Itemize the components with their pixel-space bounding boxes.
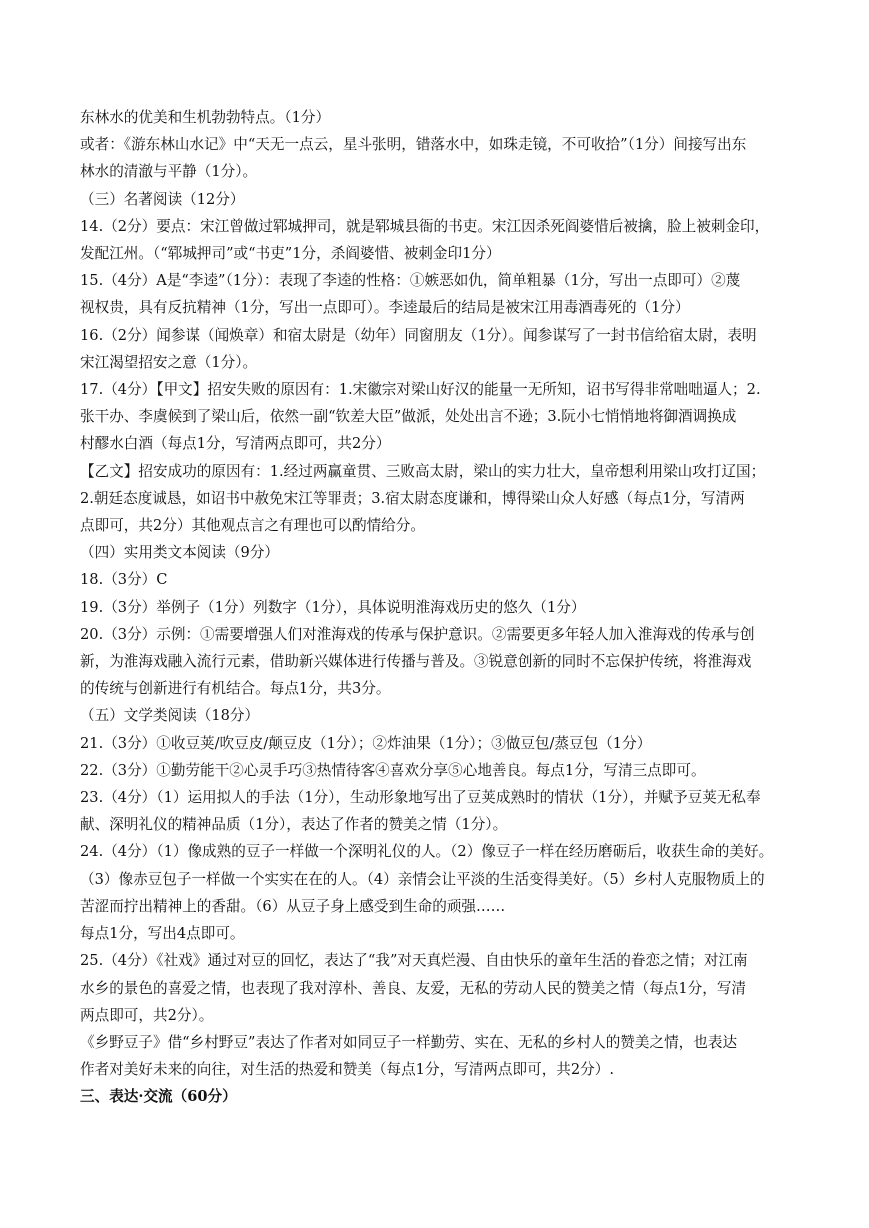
text-line: 宋江渴望招安之意（1分）。 [80,353,258,371]
question-23-answer: 23.（4分）（1）运用拟人的手法（1分），生动形象地写出了豆荚成熟时的情状（1分），并赋予豆荚无私奉 [80,789,761,807]
question-22-answer: 22.（3分）①勤劳能干②心灵手巧③热情待客④喜欢分享⑤心地善良。每点1分，写清三点即可。 [80,761,706,779]
text-line: （3）像赤豆包子一样做一个实实在在的人。（4）亲情会让平淡的生活变得美好。（5）乡村人克服物质上的 [80,870,765,888]
question-17-answer: 17.（4分）【甲文】招安失败的原因有：1.宋徽宗对梁山好汉的能量一无所知，诏书写得非常咄咄逼人；2. [80,381,761,399]
section-heading: （三）名著阅读（12分） [80,190,245,208]
text-line: 或者：《游东林山水记》中“天无一点云，星斗张明，错落水中，如珠走镜，不可收拾”（1分）间接写出东 [80,136,747,154]
text-line: 发配江州。（“郓城押司”或“书吏”1分，杀阎婆惜、被刺金印1分） [80,245,501,263]
question-16-answer: 16.（2分）闻参谋（闻焕章）和宿太尉是（幼年）同窗朋友（1分）。闻参谋写了一封书信给宿太尉，表明 [80,326,757,344]
text-line: 点即可，共2分）其他观点言之有理也可以酌情给分。 [80,517,425,535]
text-line: 视权贵，具有反抗精神（1分，写出一点即可）。李逵最后的结局是被宋江用毒酒毒死的（1分） [80,299,690,317]
text-line: 两点即可，共2分）。 [80,1006,214,1024]
section-heading: （五）文学类阅读（18分） [80,707,260,725]
text-line: 献、深明礼仪的精神品质（1分），表达了作者的赞美之情（1分）。 [80,816,508,834]
text-line: 【乙文】招安成功的原因有：1.经过两赢童贯、三败高太尉，梁山的实力壮大，皇帝想利用梁山攻打辽国； [80,462,766,480]
text-line: 村醪水白酒（每点1分，写清两点即可，共2分） [80,435,391,453]
question-19-answer: 19.（3分）举例子（1分）列数字（1分），具体说明淮海戏历史的悠久（1分） [80,598,586,616]
text-line: 每点1分，写出4点即可。 [80,925,245,943]
text-line: 东林水的优美和生机勃勃特点。（1分） [80,109,331,126]
text-line: 水乡的景色的喜爱之情，也表现了我对淳朴、善良、友爱，无私的劳动人民的赞美之情（每点1分，写清 [80,979,747,997]
section-heading: （四）实用类文本阅读（9分） [80,544,280,562]
question-15-answer: 15.（4分）A是“李逵”（1分）：表现了李逵的性格：①嫉恶如仇，简单粗暴（1分，写出一点即可）②蔑 [80,272,741,290]
text-line: 2.朝廷态度诚恳，如诏书中赦免宋江等罪责；3.宿太尉态度谦和，博得梁山众人好感（每点1分，写清两 [80,489,745,507]
question-18-answer: 18.（3分）C [80,571,168,589]
answer-text-body [80,104,792,1111]
question-14-answer: 14.（2分）要点：宋江曾做过郓城押司，就是郓城县衙的书吏。宋江因杀死阎婆惜后被擒，脸上被刺金印， [80,217,770,235]
question-20-answer: 20.（3分）示例：①需要增强人们对淮海戏的传承与保护意识。②需要更多年轻人加入淮海戏的传承与创 [80,625,755,643]
text-line: 新，为淮海戏融入流行元素，借助新兴媒体进行传播与普及。③锐意创新的同时不忘保护传统，将淮海戏 [80,653,752,671]
question-21-answer: 21.（3分）①收豆荚/吹豆皮/颠豆皮（1分）；②炸油果（1分）；③做豆包/蒸豆包（1分） [80,734,652,752]
text-line: 林水的清澈与平静（1分）。 [80,163,258,181]
question-25-answer: 25.（4分）《社戏》通过对豆的回忆，表达了“我”对天真烂漫、自由快乐的童年生活的眷恋之情；对江南 [80,952,748,970]
text-line: 的传统与创新进行有机结合。每点1分，共3分。 [80,680,391,698]
question-24-answer: 24.（4分）（1）像成熟的豆子一样做一个深明礼仪的人。（2）像豆子一样在经历磨砺后，收获生命的美好。 [80,843,774,861]
part-three-heading: 三、表达·交流（60分） [80,1088,237,1106]
text-line: 《乡野豆子》借“乡村野豆”表达了作者对如同豆子一样勤劳、实在、无私的乡村人的赞美之情，也表达 [80,1033,738,1051]
text-line: 苦涩而拧出精神上的香甜。（6）从豆子身上感受到生命的顽强…… [80,897,506,915]
text-line: 作者对美好未来的向往，对生活的热爱和赞美（每点1分，写清两点即可，共2分）. [80,1061,614,1079]
text-line: 张干办、李虞候到了梁山后，依然一副“钦差大臣”做派，处处出言不逊；3.阮小七悄悄地将御酒调换成 [80,408,737,426]
